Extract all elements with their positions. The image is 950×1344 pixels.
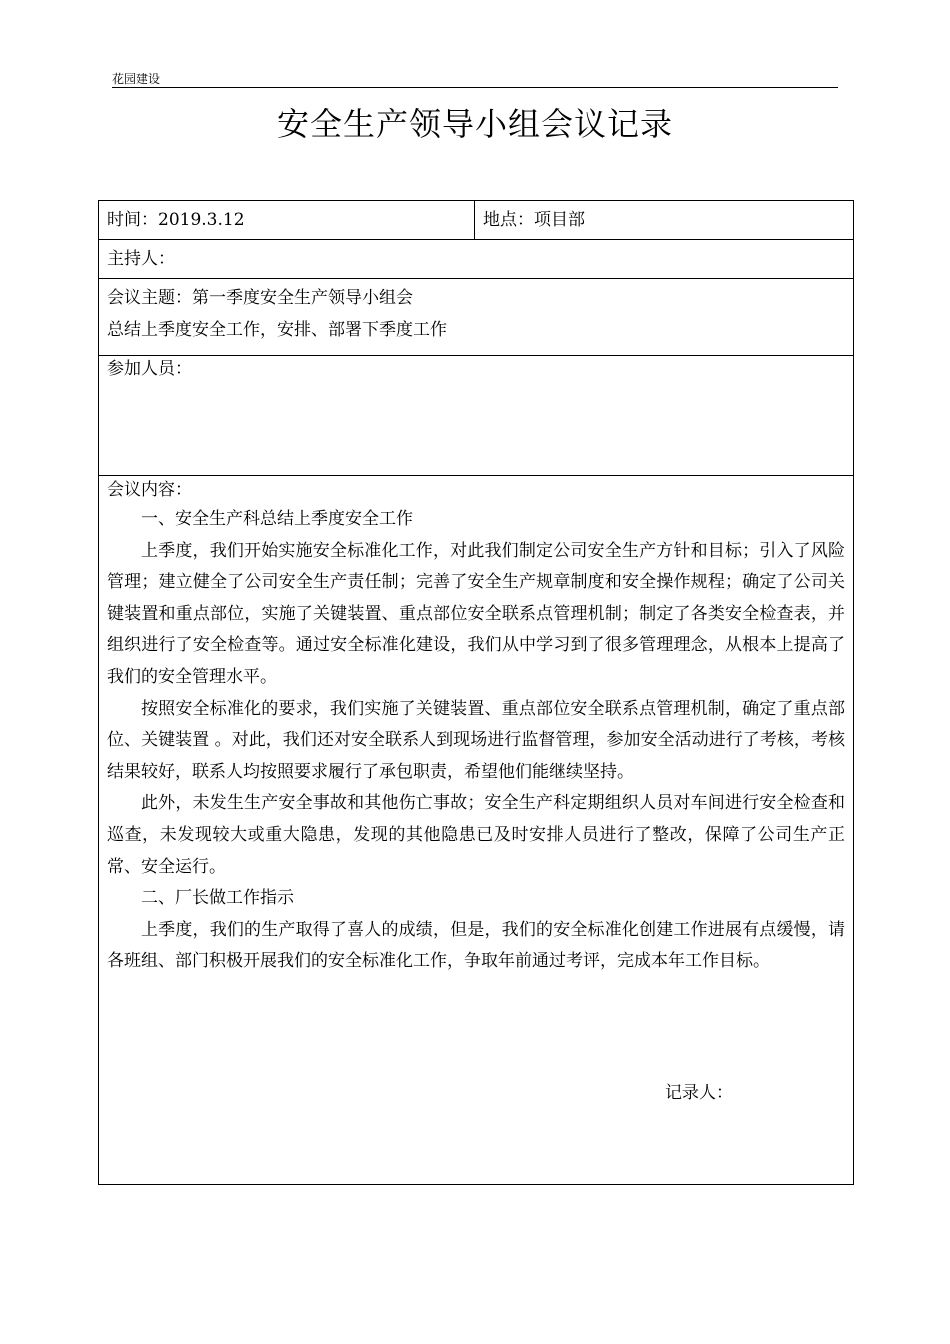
content-heading-1: 一、安全生产科总结上季度安全工作 xyxy=(141,509,413,529)
content-paragraph-4: 上季度，我们的生产取得了喜人的成绩，但是，我们的安全标准化创建工作进展有点缓慢，请各班组、部门积极开展我们的安全标准化工作，争取年前通过考评，完成本年工作目标。 xyxy=(107,919,845,972)
content-label: 会议内容： xyxy=(107,480,192,500)
meeting-location: 地点：项目部 xyxy=(475,201,854,240)
content-heading-2: 二、厂长做工作指示 xyxy=(141,888,294,909)
meeting-attendees: 参加人员： xyxy=(99,356,854,476)
meeting-topic: 会议主题：第一季度安全生产领导小组会 xyxy=(107,288,413,308)
row-attendees xyxy=(99,356,854,476)
meeting-topic-cell xyxy=(99,279,854,356)
row-topic xyxy=(99,279,854,356)
meeting-record-table xyxy=(98,200,854,1185)
content-paragraph-3: 此外，未发生生产安全事故和其他伤亡事故；安全生产科定期组织人员对车间进行安全检查和巡查，未发现较大或重大隐患，发现的其他隐患已及时安排人员进行了整改，保障了公司生产正常、安全运行。 xyxy=(107,793,845,877)
meeting-content-cell xyxy=(99,476,854,1185)
row-host xyxy=(99,240,854,279)
recorder-label: 记录人： xyxy=(665,1083,733,1103)
meeting-topic-sub: 总结上季度安全工作，安排、部署下季度工作 xyxy=(107,320,447,340)
page-header-company: 花园建设 xyxy=(112,72,838,88)
document-title: 安全生产领导小组会议记录 xyxy=(276,105,673,143)
content-paragraph-1: 上季度，我们开始实施安全标准化工作，对此我们制定公司安全生产方针和目标；引入了风险管理；建立健全了公司安全生产责任制；完善了安全生产规章制度和安全操作规程；确定了公司关键装置和重点部位，实施了关键装置、重点部位安全联系点管理机制；制定了各类安全检查表，并组织进行了安全检查等。通过安全标准化建设，我们从中学习到了很多管理理念，从根本上提高了我们的安全管理水平。 xyxy=(107,540,845,687)
row-time-location xyxy=(99,201,854,240)
meeting-time: 时间：2019.3.12 xyxy=(99,201,475,240)
row-content xyxy=(99,476,854,1185)
meeting-host: 主持人： xyxy=(99,240,854,279)
content-paragraph-2: 按照安全标准化的要求，我们实施了关键装置、重点部位安全联系点管理机制，确定了重点部位、关键装置 。对此，我们还对安全联系人到现场进行监督管理，参加安全活动进行了考核，考核结果较好，联系人均按照要求履行了承包职责，希望他们能继续坚持。 xyxy=(107,698,845,782)
